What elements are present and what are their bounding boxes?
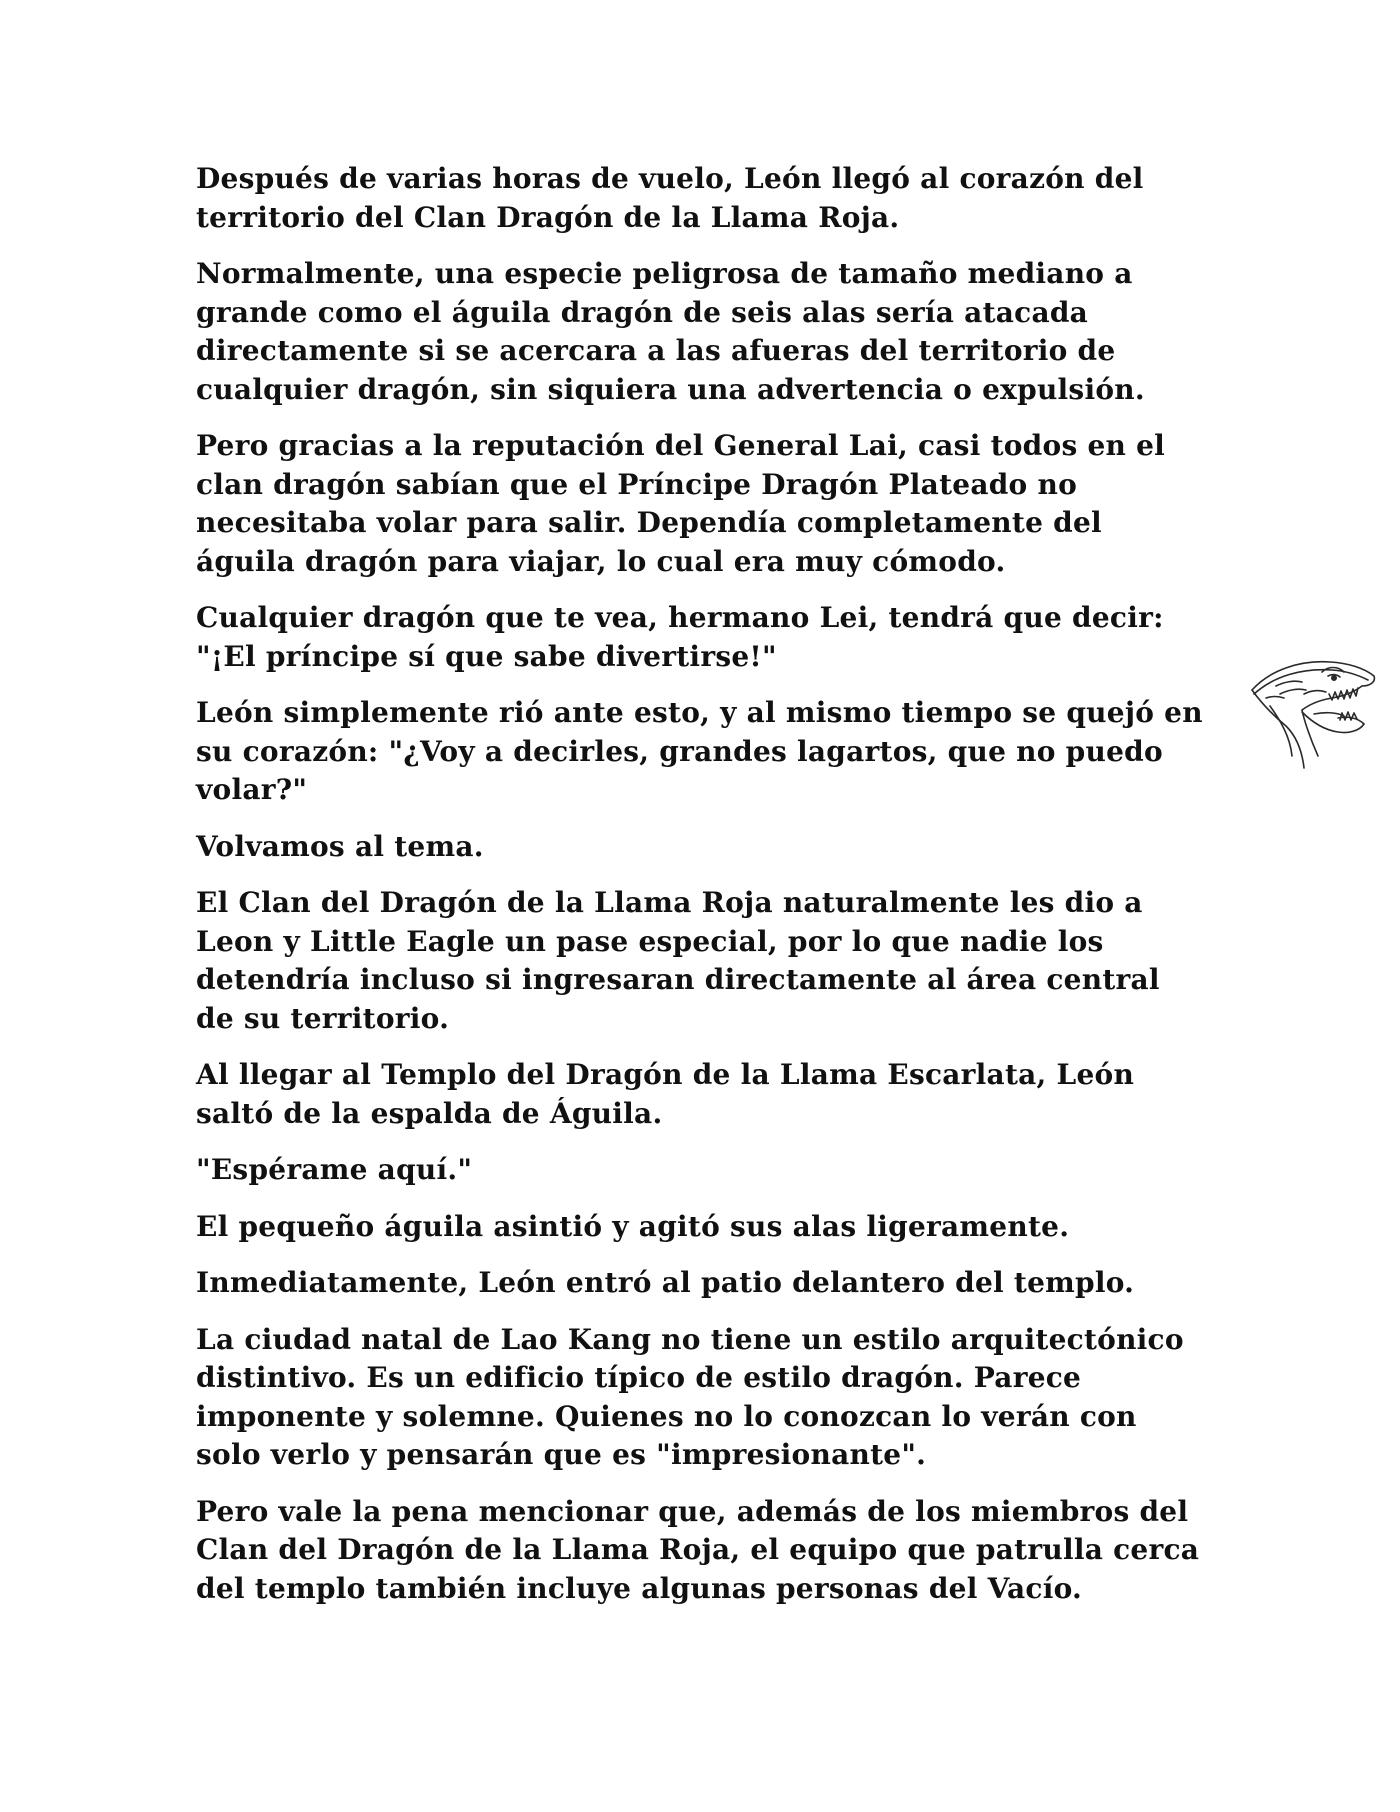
- body-text: [196, 160, 1206, 1626]
- paragraph-5: León simplemente rió ante esto, y al mismo tiempo se quejó en su corazón: "¿Voy a decirles, grandes lagartos, que no puedo volar?": [196, 696, 1203, 806]
- paragraph-8: Al llegar al Templo del Dragón de la Llama Escarlata, León saltó de la espalda de Águila.: [196, 1058, 1135, 1130]
- dinosaur-head-sketch-icon: [1240, 646, 1380, 774]
- paragraph-2: Normalmente, una especie peligrosa de tamaño mediano a grande como el águila dragón de seis alas sería atacada directamente si se acercara a las afueras del territorio de cualquier dragón, sin siquiera una advertencia o expulsión.: [196, 257, 1145, 406]
- paragraph-10: El pequeño águila asintió y agitó sus alas ligeramente.: [196, 1209, 1070, 1243]
- paragraph-6: Volvamos al tema.: [196, 829, 484, 863]
- paragraph-1: Después de varias horas de vuelo, León llegó al corazón del territorio del Clan Dragón de la Llama Roja.: [196, 162, 1144, 234]
- paragraph-7: El Clan del Dragón de la Llama Roja naturalmente les dio a Leon y Little Eagle un pase especial, por lo que nadie los detendría incluso si ingresaran directamente al área central de su territorio.: [196, 886, 1160, 1035]
- paragraph-12: La ciudad natal de Lao Kang no tiene un estilo arquitectónico distintivo. Es un edificio típico de estilo dragón. Parece imponente y solemne. Quienes no lo conozcan lo verán con solo verlo y pensarán que es "impresionante".: [196, 1322, 1184, 1471]
- paragraph-9: "Espérame aquí.": [196, 1153, 473, 1186]
- paragraph-11: Inmediatamente, León entró al patio delantero del templo.: [196, 1266, 1135, 1299]
- paragraph-13: Pero vale la pena mencionar que, además de los miembros del Clan del Dragón de la Llama Roja, el equipo que patrulla cerca del templo también incluye algunas personas del Vacío.: [196, 1494, 1200, 1605]
- paragraph-3: Pero gracias a la reputación del General Lai, casi todos en el clan dragón sabían que el Príncipe Dragón Plateado no necesitaba volar para salir. Dependía completamente del águila dragón para viajar, lo cual era muy cómodo.: [196, 429, 1166, 578]
- paragraph-4: Cualquier dragón que te vea, hermano Lei, tendrá que decir: "¡El príncipe sí que sabe divertirse!": [196, 601, 1164, 673]
